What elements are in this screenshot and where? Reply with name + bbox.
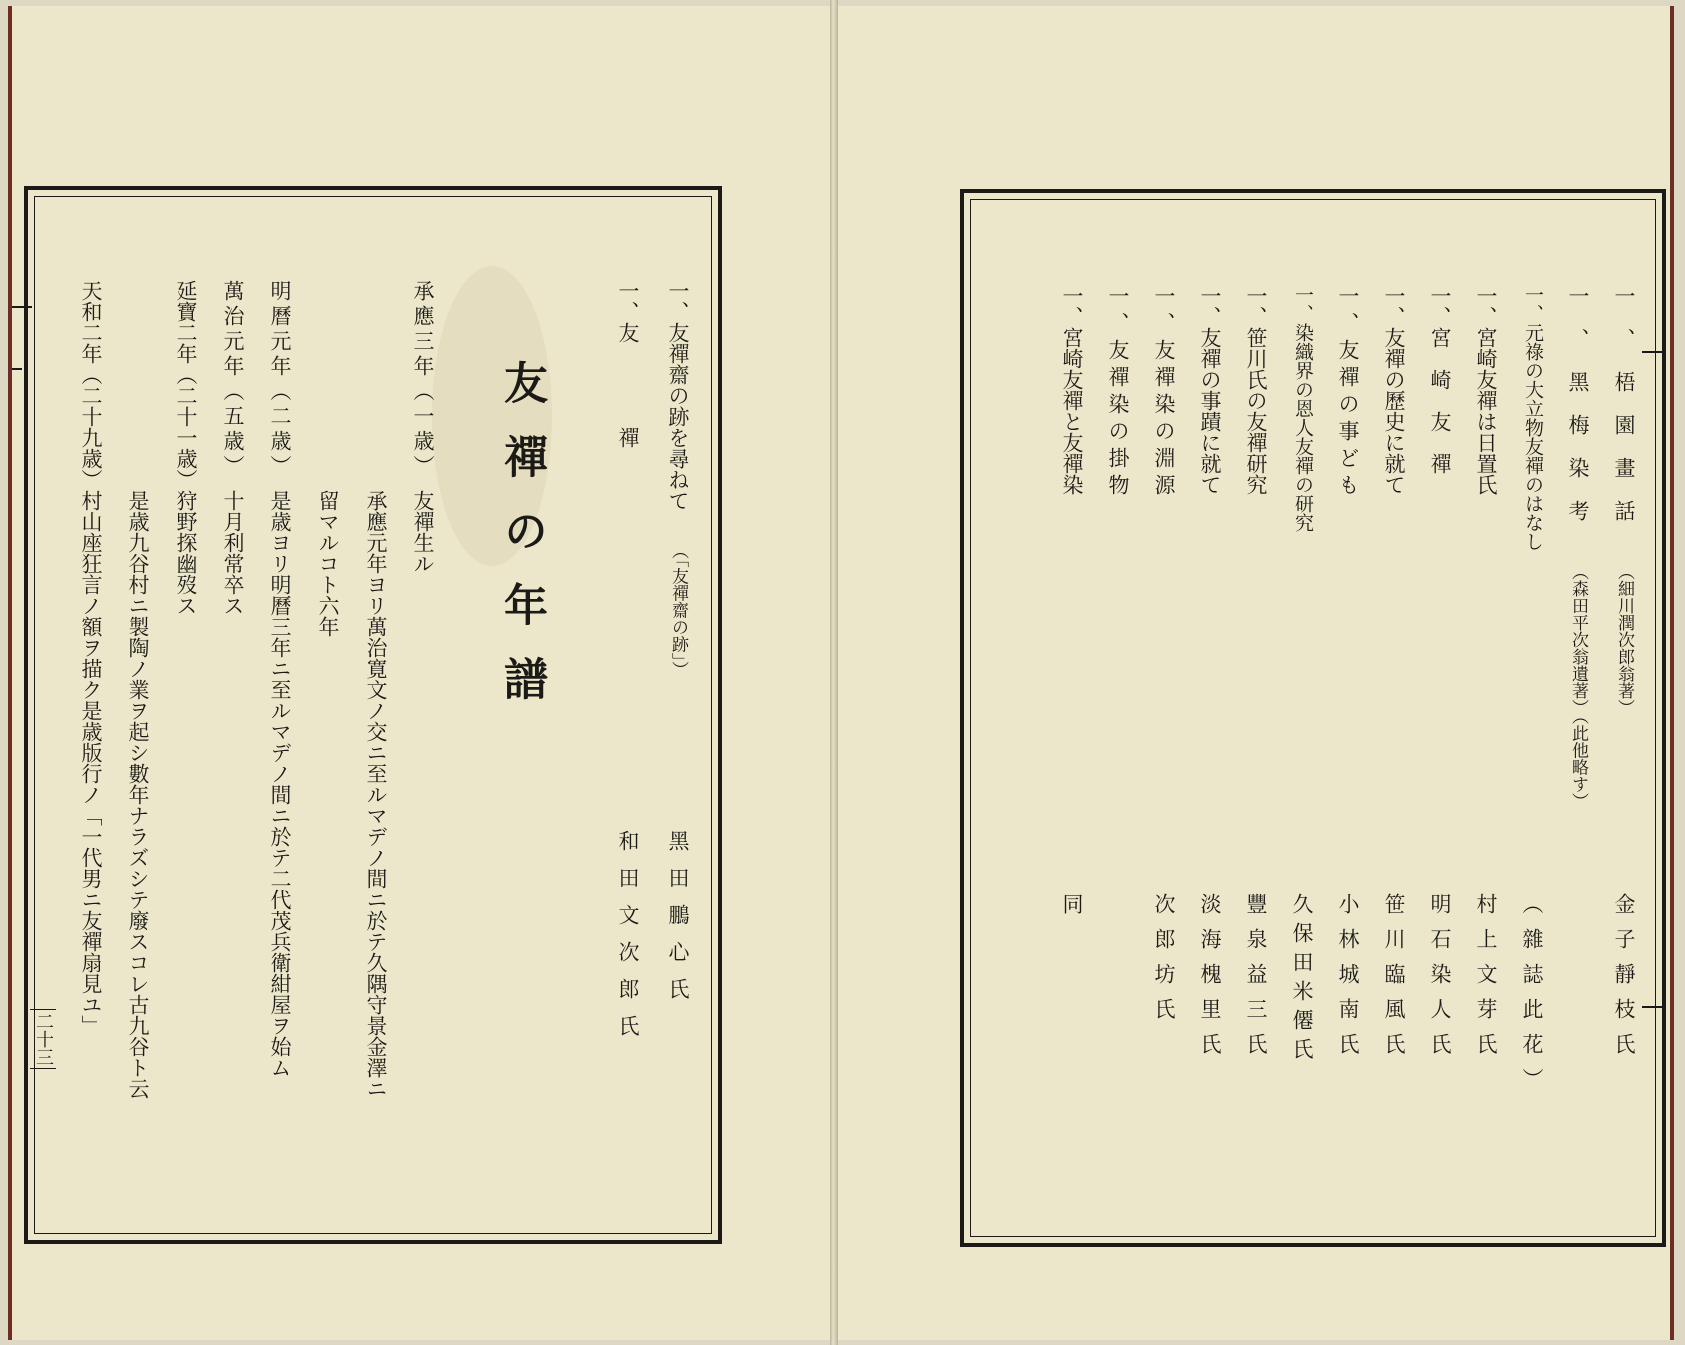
toc-entry-author: 明石染人氏 [1428,893,1452,1068]
toc-entry-author: 金子靜枝氏 [1612,893,1636,1068]
toc-entry-title: 一、友禪の歷史に就て [1382,285,1406,495]
toc-entry-author: 村上文芽氏 [1474,893,1498,1068]
right-page [838,6,1674,1340]
chronology-era: 承應三年（一歳） [411,280,435,480]
chronology-era: 延寶二年（二十一歳） [174,280,198,490]
toc-entry-title: 一、友禪の事蹟に就て [1198,285,1222,495]
toc-entry-title: 一、友禪染の掛物 [1106,285,1130,501]
toc-entry-title: 一、笹川氏の友禪研究 [1244,285,1268,495]
toc-entry-author: 同 [1060,893,1084,914]
margin-mark [1642,1006,1662,1008]
chronology-line: 十月利常卒ス [221,490,245,616]
chronology-line: 是歳ヨリ明曆三年ニ至ルマデノ間ニ於テ二代茂兵衛紺屋ヲ始ム [268,490,292,1078]
toc-entry-title: 一、宮崎友禪は日置氏 [1474,285,1498,495]
toc-entry-title: 一、友禪染の淵源 [1152,285,1176,501]
toc-entry-title: 一、染織界の恩人友禪の研究 [1292,285,1314,532]
chronology-line: 承應元年ヨリ萬治寛文ノ交ニ至ルマデノ間ニ於テ久隅守景金澤ニ [364,490,388,1099]
toc-entry-author: （雜誌此花） [1520,893,1544,1103]
chronology-line: 友禪生ル [411,490,435,574]
toc-entry-author: 黑田鵬心氏 [666,830,690,1015]
toc-entry-title: 一、宮崎友禪と友禪染 [1060,285,1084,495]
toc-entry-author: 笹川臨風氏 [1382,893,1406,1068]
toc-entry-author: 和田文次郎氏 [616,830,640,1052]
chronology-line: 留マルコト六年 [316,490,340,637]
toc-entry-title: 一、友 禪 [616,280,640,448]
toc-entry-author: 豐泉益三氏 [1244,893,1268,1068]
page-number: 二十三 [30,1009,56,1069]
left-page [8,6,834,1340]
book-gutter [830,0,838,1345]
right-page-frame [960,189,1666,1247]
toc-entry-author: 次郎坊氏 [1152,893,1176,1033]
toc-entry-title: 一、黑梅染考 [1566,285,1590,543]
chronology-line: 狩野探幽歿ス [174,490,198,616]
chronology-era: 天和二年（二十九歳） [79,280,103,490]
toc-entry-note: （細川潤次郎翁著） [1614,563,1634,716]
chronology-line: 村山座狂言ノ額ヲ描ク是歳版行ノ「一代男ニ友禪扇見ユ」 [79,490,103,1036]
margin-mark [12,306,32,308]
toc-entry-title: 一、元祿の大立物友禪のはなし [1522,285,1544,551]
toc-entry-author: 久保田米僊氏 [1290,893,1314,1067]
chronology-line: 是歳九谷村ニ製陶ノ業ヲ起シ數年ナラズシテ廢スコレ古九谷ト云 [126,490,150,1099]
toc-entry-author: 小林城南氏 [1336,893,1360,1068]
toc-entry-title: 一、友禪の事ども [1336,285,1360,501]
toc-entry-title: 一、宮 崎 友 禪 [1428,285,1452,474]
left-page-frame [24,186,722,1244]
margin-mark [12,368,22,370]
toc-entry-title: 一、梧園畫話 [1612,285,1636,543]
toc-entry-note: （「友禪齋の跡」） [668,542,688,678]
chronology-era: 明曆元年（二歳） [268,280,292,480]
toc-entry-note: （森田平次翁遺著）（此他略す） [1568,563,1588,810]
toc-entry-title: 一、友禪齋の跡を尋ねて [666,280,690,511]
margin-mark [1642,351,1662,353]
chronology-era: 萬治元年（五歳） [221,280,245,480]
toc-entry-author: 淡海槐里氏 [1198,893,1222,1068]
page-title: 友禪の年譜 [496,360,547,730]
